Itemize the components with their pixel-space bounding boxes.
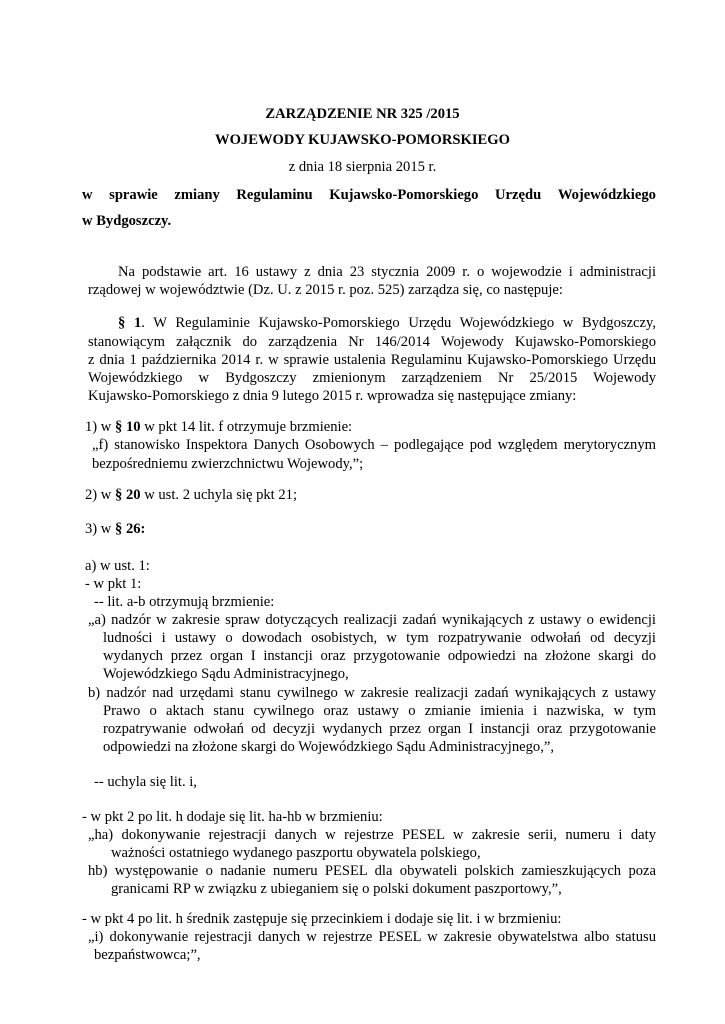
par1-mark: § 1 [118,315,142,331]
par1-line-1 [118,314,656,333]
preamble-line-1: Na podstawie art. 16 ustawy z dnia 23 stycznia 2009 r. o wojewodzie i administracji [118,264,656,280]
item1-prefix: 1) w [85,419,115,435]
lit-b-line-1: b) nadzór nad urzędami stanu cywilnego w zakresie realizacji zadań wynikających z ustawy [88,685,656,701]
par1-line-3: z dnia 1 października 2014 r. w sprawie ustalenia Regulaminu Kujawsko-Pomorskiego Urzędu [88,352,656,368]
item1-mark: § 10 [115,419,141,435]
pkt2-hb-line-2: granicami RP w związku z ubieganiem się o polski dokument paszportowy,”, [111,881,562,897]
lit-a-line-3: wydanych przez organ I instancji oraz przygotowanie odpowiedzi na złożone skargi do [103,648,656,664]
lit-b-line-4: odpowiedzi na złożone skargi do Wojewódzkiego Sądu Administracyjnego,”, [103,739,554,755]
subject-line-1 [82,186,656,205]
item3-line [85,520,145,539]
repeal-line: -- uchyla się lit. i, [94,774,197,790]
pkt2-hb-line-1: hb) występowanie o nadanie numeru PESEL dla obywateli polskich zamieszkujących poza [88,863,656,879]
lit-a-line-4: Wojewódzkiego Sądu Administracyjnego, [103,666,349,682]
title-date: z dnia 18 sierpnia 2015 r. [288,159,437,175]
subject-word: w [82,187,93,203]
item2-line [85,486,297,505]
preamble-line-2: rządowej w województwie (Dz. U. z 2015 r. poz. 525) zarządza się, co następuje: [88,282,563,298]
subject-word: Urzędu [495,187,542,203]
item2-prefix: 2) w [85,487,115,503]
pkt4-intro: - w pkt 4 po lit. h średnik zastępuje się przecinkiem i dodaje się lit. i w brzmieniu: [82,911,562,927]
subject-word: Kujawsko-Pomorskiego [329,187,479,203]
pkt4-i-line-2: bezpaństwowca;”, [94,947,201,963]
item1-quote-1: „f) stanowisko Inspektora Danych Osobowych – podlegające pod względem merytorycznym [92,437,656,453]
title-line-1: ZARZĄDZENIE NR 325 /2015 [265,106,460,122]
item3-mark: § 26: [115,521,146,537]
lit-a-line-2: ludności i ustawy o dowodach osobistych, w tym rozpatrywanie odwołań od decyzji [103,630,656,646]
pkt2-ha-line-2: ważności ostatniego wydanego paszportu obywatela polskiego, [111,845,481,861]
subject-word: sprawie [109,187,158,203]
par1-line-1-text: . W Regulaminie Kujawsko-Pomorskiego Urzędu Wojewódzkiego w Bydgoszczy, [141,315,656,331]
lit-b-line-3: rozpatrywanie odwołań od decyzji wydanych przez organ I instancji oraz przygotowanie [103,721,656,737]
subject-line-2: w Bydgoszczy. [82,213,172,229]
pkt2-intro: - w pkt 2 po lit. h dodaje się lit. ha-hb w brzmieniu: [82,809,383,825]
subject-word: Regulaminu [236,187,313,203]
pkt4-i-line-1: „i) dokonywanie rejestracji danych w rejestrze PESEL w zakresie obywatelstwa albo statusu [88,929,656,945]
pkt2-ha-line-1: „ha) dokonywanie rejestracji danych w rejestrze PESEL w zakresie serii, numeru i daty [88,827,656,843]
item3a-line-3: -- lit. a-b otrzymują brzmienie: [94,594,275,610]
item2-mark: § 20 [115,487,141,503]
title-line-2: WOJEWODY KUJAWSKO-POMORSKIEGO [214,132,510,148]
par1-line-4: Wojewódzkiego w Bydgoszczy zmienionym zarządzeniem Nr 25/2015 Wojewody [88,370,656,386]
item3a-line-1: a) w ust. 1: [85,558,150,574]
par1-line-5: Kujawsko-Pomorskiego z dnia 9 lutego 2015 r. wprowadza się następujące zmiany: [88,388,577,404]
item3-prefix: 3) w [85,521,115,537]
item1-quote-2: bezpośredniemu zwierzchnictwu Wojewody,”; [92,456,364,472]
item1-rest: w pkt 14 lit. f otrzymuje brzmienie: [140,419,353,435]
item1-line [85,418,352,437]
item3a-line-2: - w pkt 1: [85,576,142,592]
subject-word: zmiany [174,187,220,203]
subject-word: Wojewódzkiego [557,187,656,203]
lit-a-line-1: „a) nadzór w zakresie spraw dotyczących realizacji zadań wynikających z ustawy o ewidencji [88,612,656,628]
lit-b-line-2: Prawo o aktach stanu cywilnego oraz ustawy o zmianie imienia i nazwiska, w tym [103,703,656,719]
par1-line-2: stanowiącym załącznik do zarządzenia Nr 146/2014 Wojewody Kujawsko-Pomorskiego [88,334,656,350]
item2-rest: w ust. 2 uchyla się pkt 21; [140,487,298,503]
